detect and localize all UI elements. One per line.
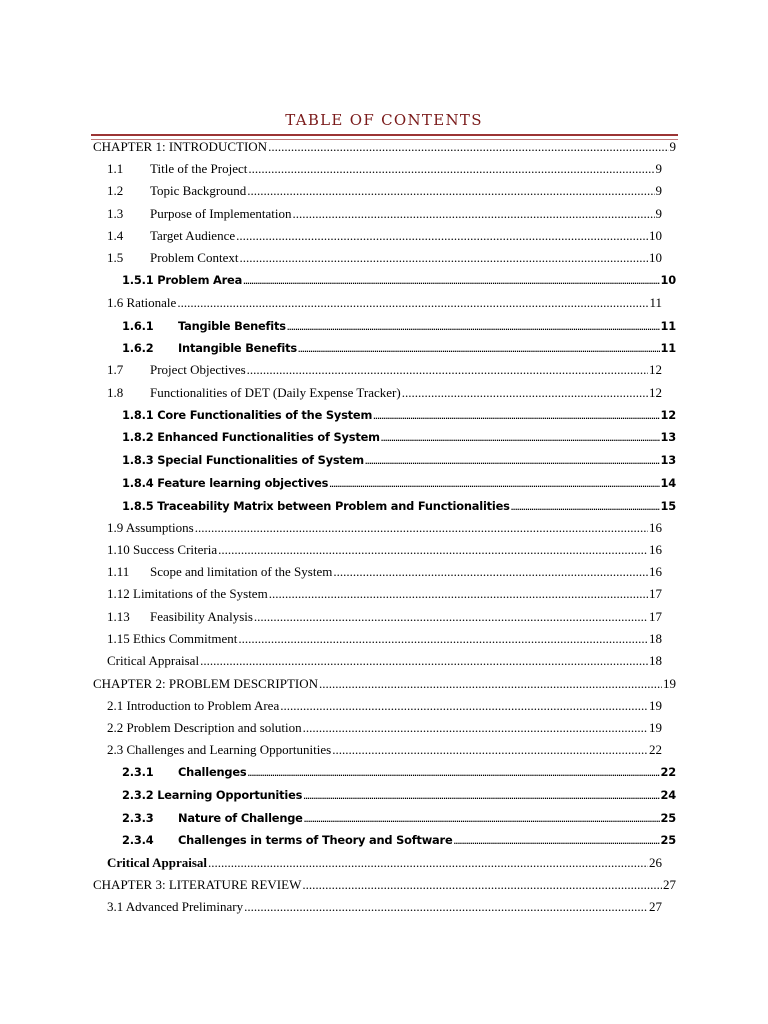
toc-entry[interactable] (107, 607, 662, 627)
toc-entry-title: 2.3 Challenges and Learning Opportunities (107, 742, 332, 757)
toc-entry-number: 1.1 (107, 161, 124, 176)
dot-leader (269, 584, 648, 604)
toc-entry-page: 26 (649, 855, 662, 870)
toc-entry[interactable] (107, 181, 662, 201)
dot-leader (268, 137, 668, 157)
toc-entry-number: 1.4 (107, 228, 124, 243)
toc-entry-title: 1.15 Ethics Commitment (107, 631, 238, 646)
toc-entry-number: 1.3 (107, 206, 124, 221)
toc-entry-page: 16 (649, 542, 662, 557)
dot-leader (511, 496, 660, 516)
toc-entry-title: 2.2 Problem Description and solution (107, 720, 302, 735)
toc-entry-title: Scope and limitation of the System (150, 564, 333, 579)
toc-entry-title: Critical Appraisal (107, 653, 200, 668)
dot-leader (177, 293, 648, 313)
toc-entry[interactable] (122, 496, 676, 516)
toc-entry-page: 9 (655, 206, 662, 221)
toc-entry-title: Problem Context (150, 250, 239, 265)
toc-entry-number: 1.7 (107, 362, 124, 377)
dot-leader (381, 427, 660, 447)
dot-leader (454, 830, 660, 850)
toc-entry-title: 1.8.5 Traceability Matrix between Problem and Functionalities (122, 499, 510, 513)
toc-entry-title: 1.8.4 Feature learning objectives (122, 476, 329, 490)
toc-entry[interactable] (107, 204, 662, 224)
dot-leader (287, 316, 660, 336)
toc-entry-page: 17 (649, 609, 662, 624)
dot-leader (247, 181, 654, 201)
dot-leader (298, 338, 660, 358)
toc-entry-title: 2.1 Introduction to Problem Area (107, 698, 280, 713)
toc-entry[interactable] (122, 808, 676, 828)
dot-leader (332, 740, 648, 760)
dot-leader (247, 762, 659, 782)
toc-entry-number: 1.5 (107, 250, 124, 265)
toc-entry-number: 1.6.1 (122, 319, 154, 333)
toc-entry-number: 2.3.1 (122, 765, 154, 779)
toc-entry-title: 1.5.1 Problem Area (122, 273, 243, 287)
dot-leader (319, 674, 662, 694)
toc-entry-title: Feasibility Analysis (150, 609, 253, 624)
toc-entry[interactable] (122, 830, 676, 850)
toc-entry-title: 1.8.3 Special Functionalities of System (122, 453, 364, 467)
toc-entry-page: 10 (649, 250, 662, 265)
toc-entry-title: Nature of Challenge (178, 811, 303, 825)
toc-entry[interactable] (122, 785, 676, 805)
toc-entry-title: Challenges (178, 765, 247, 779)
toc-entry[interactable] (107, 696, 662, 716)
dot-leader (329, 473, 659, 493)
toc-entry-title: 1.10 Success Criteria (107, 542, 218, 557)
dot-leader (247, 360, 648, 380)
toc-entry[interactable] (107, 248, 662, 268)
toc-entry[interactable] (107, 718, 662, 738)
page-title: TABLE OF CONTENTS (285, 111, 483, 129)
dot-leader (373, 405, 659, 425)
toc-entry[interactable] (107, 383, 662, 403)
title-underline-thick (91, 134, 678, 136)
toc-entry-title: CHAPTER 3: LITERATURE REVIEW (93, 877, 302, 892)
toc-entry-page: 24 (660, 788, 676, 802)
toc-entry[interactable] (107, 159, 662, 179)
toc-entry[interactable] (122, 473, 676, 493)
dot-leader (293, 204, 655, 224)
toc-entry-title: Functionalities of DET (Daily Expense Tracker) (150, 385, 401, 400)
toc-entry-page: 10 (649, 228, 662, 243)
dot-leader (302, 875, 662, 895)
toc-entry-page: 9 (655, 183, 662, 198)
toc-entry-page: 16 (649, 564, 662, 579)
toc-entry[interactable] (122, 316, 676, 336)
dot-leader (244, 897, 648, 917)
toc-entry-number: 1.11 (107, 564, 130, 579)
toc-entry[interactable] (122, 427, 676, 447)
toc-entry-page: 9 (669, 139, 676, 154)
toc-entry-title: Target Audience (150, 228, 236, 243)
toc-entry[interactable] (107, 562, 662, 582)
toc-entry-title: Title of the Project (150, 161, 248, 176)
toc-entry-page: 18 (649, 653, 662, 668)
dot-leader (248, 159, 654, 179)
toc-entry[interactable] (93, 875, 676, 895)
toc-entry-page: 13 (660, 453, 676, 467)
dot-leader (254, 607, 648, 627)
toc-entry-page: 13 (660, 430, 676, 444)
toc-entry-title: 1.8.1 Core Functionalities of the System (122, 408, 373, 422)
toc-entry-title: 1.9 Assumptions (107, 520, 194, 535)
toc-entry-page: 27 (649, 899, 662, 914)
toc-entry[interactable] (107, 853, 662, 873)
toc-entry-page: 12 (649, 385, 662, 400)
toc-entry[interactable] (107, 584, 662, 604)
toc-entry-page: 17 (649, 586, 662, 601)
toc-entry[interactable] (107, 740, 662, 760)
toc-entry[interactable] (107, 897, 662, 917)
toc-entry-page: 15 (660, 499, 676, 513)
toc-entry-page: 19 (649, 698, 662, 713)
toc-entry-page: 10 (660, 273, 676, 287)
toc-entry-title: Project Objectives (150, 362, 246, 377)
toc-entry-title: Tangible Benefits (178, 319, 286, 333)
toc-entry-title: CHAPTER 1: INTRODUCTION (93, 139, 268, 154)
toc-entry-number: 1.13 (107, 609, 130, 624)
toc-entry[interactable] (122, 405, 676, 425)
toc-entry-page: 11 (660, 319, 676, 333)
toc-entry-page: 25 (660, 833, 676, 847)
toc-entry-title: 1.12 Limitations of the System (107, 586, 268, 601)
toc-entry-title: Critical Appraisal (107, 855, 208, 870)
toc-entry-title: 3.1 Advanced Preliminary (107, 899, 244, 914)
toc-entry[interactable] (122, 450, 676, 470)
toc-entry-number: 2.3.4 (122, 833, 154, 847)
toc-entry-page: 16 (649, 520, 662, 535)
dot-leader (280, 696, 648, 716)
toc-entry[interactable] (107, 651, 662, 671)
dot-leader (402, 383, 648, 403)
dot-leader (239, 248, 648, 268)
toc-entry-number: 1.2 (107, 183, 124, 198)
dot-leader (304, 808, 660, 828)
dot-leader (243, 270, 659, 290)
toc-entry[interactable] (93, 674, 676, 694)
toc-entry-title: 1.6 Rationale (107, 295, 177, 310)
dot-leader (218, 540, 648, 560)
dot-leader (200, 651, 648, 671)
toc-entry-page: 12 (660, 408, 676, 422)
toc-entry-title: CHAPTER 2: PROBLEM DESCRIPTION (93, 676, 318, 691)
toc-entry-title: Intangible Benefits (178, 341, 297, 355)
dot-leader (303, 785, 659, 805)
toc-entry-page: 9 (655, 161, 662, 176)
toc-entry-page: 19 (649, 720, 662, 735)
toc-entry-page: 22 (660, 765, 676, 779)
toc-entry-title: 1.8.2 Enhanced Functionalities of System (122, 430, 380, 444)
dot-leader (208, 853, 648, 873)
toc-entry-page: 14 (660, 476, 676, 490)
toc-entry-page: 19 (663, 676, 676, 691)
toc-entry[interactable] (107, 518, 662, 538)
toc-entry[interactable] (93, 137, 676, 157)
toc-entry[interactable] (122, 338, 676, 358)
toc-entry-title: 2.3.2 Learning Opportunities (122, 788, 303, 802)
dot-leader (303, 718, 648, 738)
toc-entry-page: 18 (649, 631, 662, 646)
toc-entry[interactable] (122, 270, 676, 290)
toc-entry[interactable] (107, 540, 662, 560)
toc-entry-title: Topic Background (150, 183, 247, 198)
toc-entry-page: 11 (649, 295, 662, 310)
toc-entry[interactable] (107, 226, 662, 246)
toc-entry-page: 27 (663, 877, 676, 892)
toc-entry[interactable] (107, 629, 662, 649)
dot-leader (195, 518, 648, 538)
toc-entry[interactable] (107, 360, 662, 380)
toc-entry-title: Challenges in terms of Theory and Software (178, 833, 453, 847)
toc-entry[interactable] (122, 762, 676, 782)
dot-leader (238, 629, 648, 649)
dot-leader (236, 226, 648, 246)
toc-entry-page: 12 (649, 362, 662, 377)
toc-entry-page: 22 (649, 742, 662, 757)
dot-leader (333, 562, 648, 582)
toc-entry-title: Purpose of Implementation (150, 206, 292, 221)
toc-entry-page: 25 (660, 811, 676, 825)
toc-entry-number: 1.8 (107, 385, 124, 400)
toc-entry-number: 2.3.3 (122, 811, 154, 825)
toc-entry[interactable] (107, 293, 662, 313)
toc-entry-number: 1.6.2 (122, 341, 154, 355)
toc-entry-page: 11 (660, 341, 676, 355)
dot-leader (365, 450, 660, 470)
